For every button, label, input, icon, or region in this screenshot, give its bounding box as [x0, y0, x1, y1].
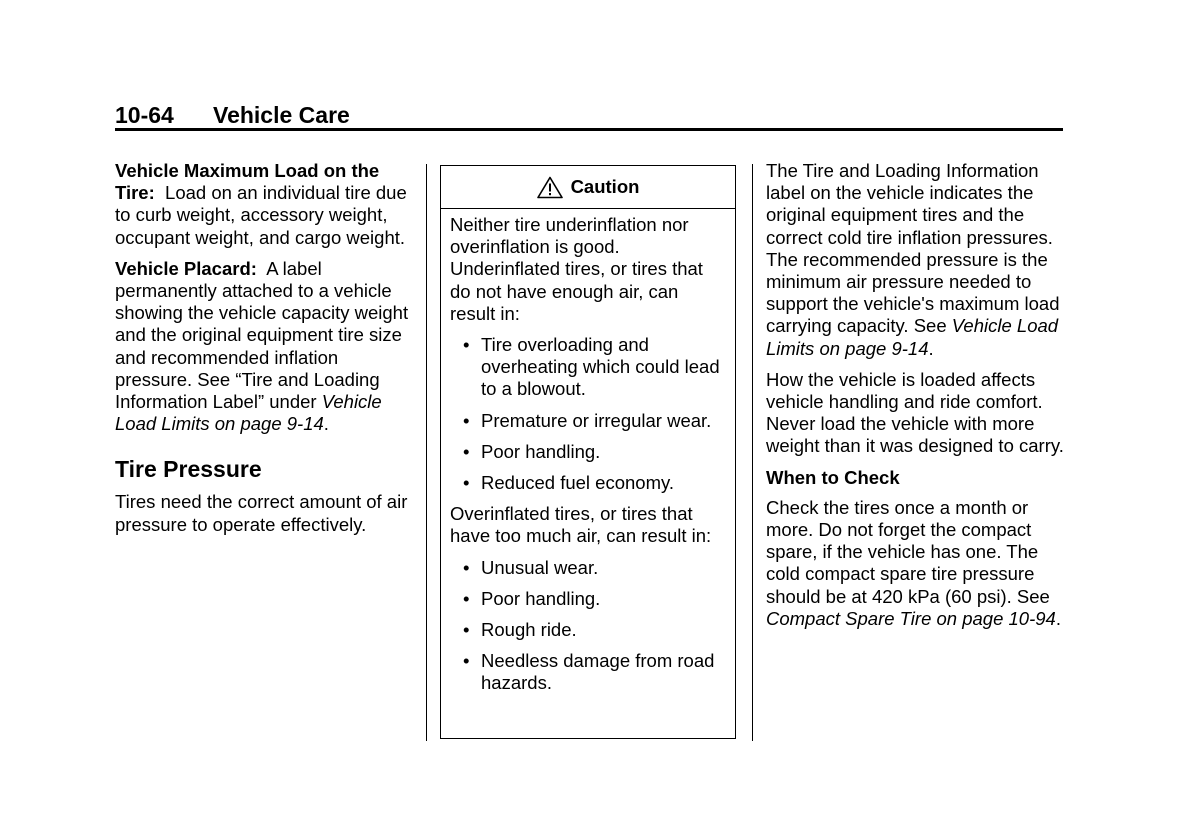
column-divider-left: [426, 164, 427, 741]
page-header: [115, 100, 1063, 132]
compact-spare-link[interactable]: Compact Spare Tire on page 10-94: [766, 607, 1056, 629]
warning-triangle-icon: [537, 176, 563, 199]
list-item: • Needless damage from road hazards.: [450, 650, 726, 694]
overinflation-effects-list: [450, 557, 726, 695]
placard-end: .: [323, 413, 329, 435]
tire-pressure-heading: Tire Pressure: [115, 456, 262, 483]
list-item: • Unusual wear.: [450, 557, 726, 579]
max-load-definition: [115, 160, 415, 249]
list-item: • Rough ride.: [450, 619, 726, 641]
list-item: • Poor handling.: [450, 441, 726, 463]
header-rule: [115, 128, 1063, 131]
placard-term: Vehicle Placard:: [115, 257, 257, 279]
caution-title: Caution: [570, 176, 640, 197]
section-title: Vehicle Care: [213, 102, 350, 128]
check-text: Check the tires once a month or more. Do not forget the compact spare, if the vehicle has one. The cold compact spare tire pressure should be at 420 kPa (60 psi). See: [766, 496, 1050, 607]
paragraph-end: .: [928, 337, 934, 359]
list-item: • Premature or irregular wear.: [450, 410, 726, 432]
caution-box: [440, 165, 736, 739]
loading-paragraph: How the vehicle is loaded affects vehicle handling and ride comfort. Never load the vehicle with more weight than it was designed to carry.: [766, 368, 1064, 457]
max-load-term: Vehicle Maximum Load on the Tire:: [115, 160, 380, 204]
when-to-check-heading: When to Check: [766, 466, 900, 488]
load-limits-link[interactable]: Vehicle Load Limits on page 9-14: [766, 315, 1059, 359]
paragraph-end: .: [1055, 607, 1061, 629]
check-paragraph: [766, 497, 1066, 630]
page-number: 10-64: [115, 102, 174, 128]
caution-header: [441, 166, 735, 209]
caution-intro-overinflation: Overinflated tires, or tires that have too much air, can result in:: [450, 503, 712, 547]
right-column: [766, 160, 1066, 639]
list-item: • Tire overloading and overheating which could lead to a blowout.: [450, 334, 726, 401]
placard-text: A label permanently attached to a vehicle showing the vehicle capacity weight and the original equipment tire size and recommended inflation pressure. See “Tire and Loading Information Label” under: [115, 257, 409, 413]
list-item: • Poor handling.: [450, 588, 726, 610]
loading-label-text: The Tire and Loading Information label on the vehicle indicates the original equipment tires and the correct cold tire inflation pressures. The recommended pressure is the minimum air pressure needed to support the vehicle's maximum load carrying capacity. See: [766, 160, 1060, 337]
left-column: [115, 160, 415, 545]
caution-intro-underinflation: Neither tire underinflation nor overinflation is good. Underinflated tires, or tires that do not have enough air, can result in:: [450, 214, 703, 324]
loading-label-paragraph: [766, 160, 1066, 360]
underinflation-effects-list: [450, 334, 726, 494]
tire-pressure-text: Tires need the correct amount of air pressure to operate effectively.: [115, 491, 408, 535]
max-load-text: Load on an individual tire due to curb weight, accessory weight, occupant weight, and cargo weight.: [115, 182, 407, 248]
column-divider-right: [752, 164, 753, 741]
list-item: • Reduced fuel economy.: [450, 472, 726, 494]
load-limits-link[interactable]: Vehicle Load Limits on page 9-14: [115, 391, 382, 435]
caution-body: [441, 209, 735, 695]
placard-definition: [115, 258, 415, 436]
